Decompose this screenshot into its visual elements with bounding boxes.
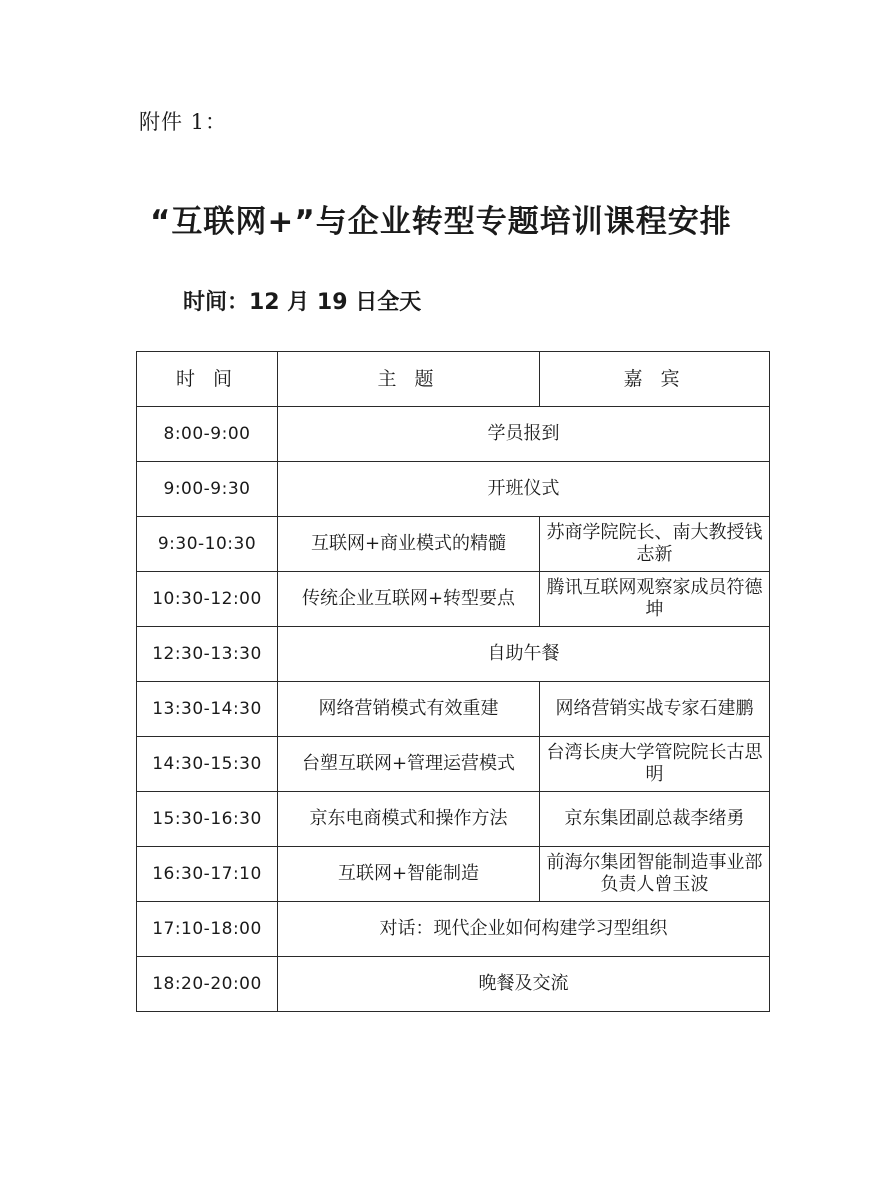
schedule-table (136, 351, 770, 1012)
row-time: 15:30-16:30 (137, 792, 278, 847)
row-topic: 台塑互联网+管理运营模式 (278, 737, 540, 792)
header-time: 时 间 (137, 352, 278, 407)
row-guest: 网络营销实战专家石建鹏 (540, 682, 770, 737)
table-row (137, 462, 770, 517)
row-time: 12:30-13:30 (137, 627, 278, 682)
row-guest: 京东集团副总裁李绪勇 (540, 792, 770, 847)
row-guest: 苏商学院院长、南大教授钱志新 (540, 517, 770, 572)
row-topic: 网络营销模式有效重建 (278, 682, 540, 737)
row-time: 17:10-18:00 (137, 902, 278, 957)
row-topic: 开班仪式 (278, 462, 770, 517)
row-time: 16:30-17:10 (137, 847, 278, 902)
table-row (137, 737, 770, 792)
row-topic: 学员报到 (278, 407, 770, 462)
row-guest: 前海尔集团智能制造事业部负责人曾玉波 (540, 847, 770, 902)
table-row (137, 902, 770, 957)
row-time: 9:00-9:30 (137, 462, 278, 517)
page-title: “互联网+”与企业转型专题培训课程安排 (150, 204, 732, 240)
date-line: 时间：12 月 19 日全天 (183, 290, 422, 315)
row-topic: 晚餐及交流 (278, 957, 770, 1012)
table-row (137, 517, 770, 572)
row-guest: 腾讯互联网观察家成员符德坤 (540, 572, 770, 627)
row-time: 14:30-15:30 (137, 737, 278, 792)
row-time: 8:00-9:00 (137, 407, 278, 462)
row-time: 9:30-10:30 (137, 517, 278, 572)
table-row (137, 627, 770, 682)
row-time: 10:30-12:00 (137, 572, 278, 627)
header-topic: 主 题 (278, 352, 540, 407)
row-guest: 台湾长庚大学管院院长古思明 (540, 737, 770, 792)
row-time: 13:30-14:30 (137, 682, 278, 737)
table-row (137, 572, 770, 627)
row-topic: 传统企业互联网+转型要点 (278, 572, 540, 627)
row-topic: 自助午餐 (278, 627, 770, 682)
attachment-label: 附件 1： (139, 110, 228, 134)
table-row (137, 792, 770, 847)
table-row (137, 957, 770, 1012)
table-row (137, 407, 770, 462)
table-row (137, 847, 770, 902)
table-row (137, 682, 770, 737)
schedule-body (137, 407, 770, 1012)
row-time: 18:20-20:00 (137, 957, 278, 1012)
row-topic: 互联网+智能制造 (278, 847, 540, 902)
table-header-row (137, 352, 770, 407)
row-topic: 京东电商模式和操作方法 (278, 792, 540, 847)
row-topic: 对话：现代企业如何构建学习型组织 (278, 902, 770, 957)
row-topic: 互联网+商业模式的精髓 (278, 517, 540, 572)
header-guest: 嘉 宾 (540, 352, 770, 407)
